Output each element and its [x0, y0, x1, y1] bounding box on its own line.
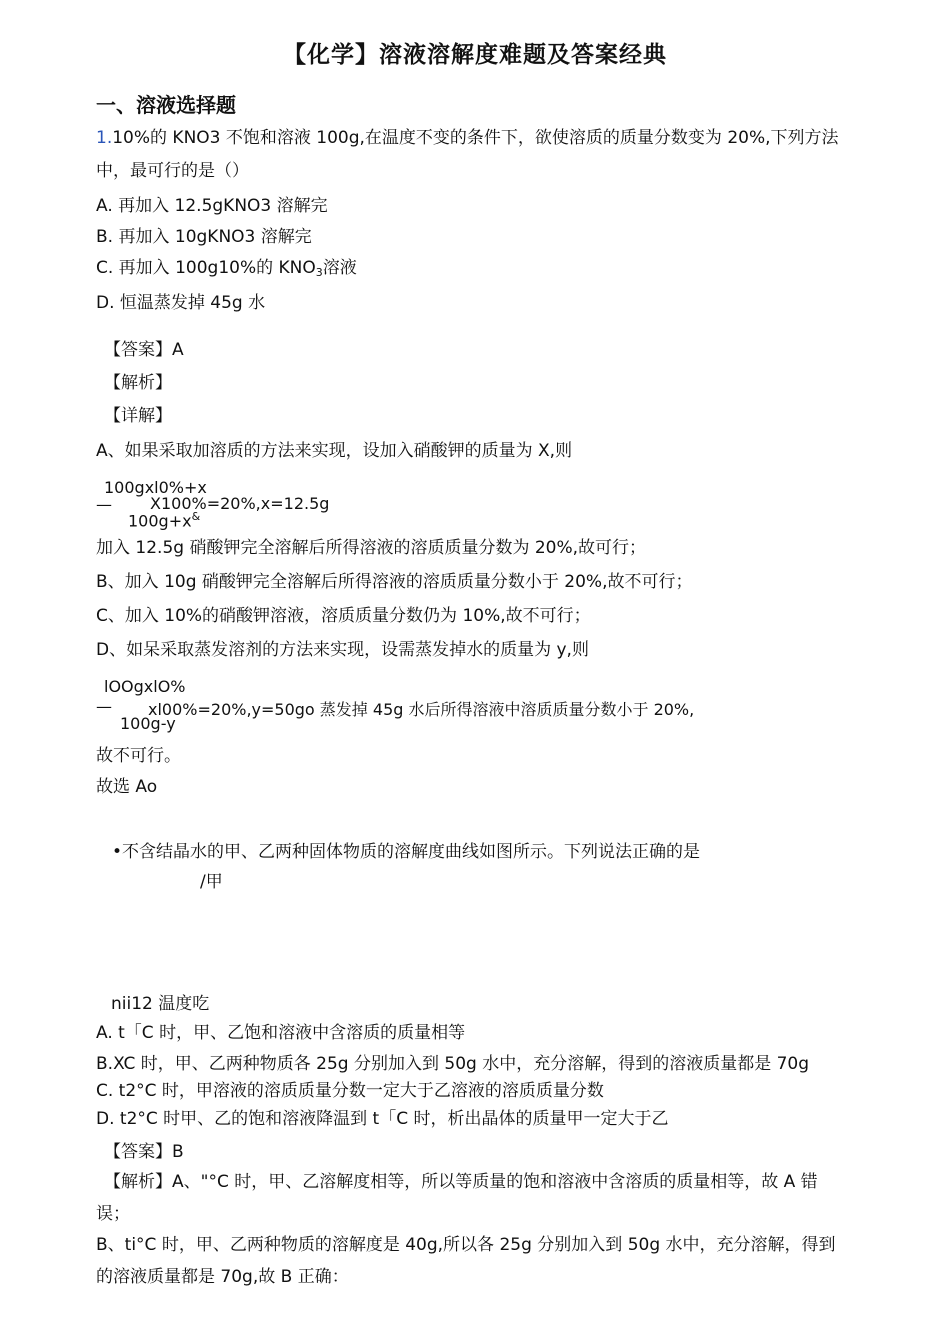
section-heading: 一、溶液选择题 — [96, 93, 236, 117]
formula2-result: xl00%=20%,y=50go 蒸发掉 45g 水后所得溶液中溶质质量分数小于 20%, — [148, 700, 695, 719]
formula1-numerator: 100gxl0%+x — [104, 478, 207, 497]
q2-stem: •不含结晶水的甲、乙两种固体物质的溶解度曲线如图所示。下列说法正确的是 — [112, 842, 701, 862]
formula1-dash: — — [96, 495, 112, 514]
q1-option-c: C. 再加入 100g10%的 $KNO_3$溶液 — [96, 258, 357, 279]
formula1-denominator: 100g+x& — [128, 510, 201, 531]
formula1-result: X100%=20%,x=12.5g — [150, 494, 330, 513]
q1-detail-label: 【详解】 — [104, 406, 172, 426]
q2-option-a: A. t「C 时，甲、乙饱和溶液中含溶质的质量相等 — [96, 1023, 466, 1043]
formula2-denominator: 100g-y — [120, 714, 176, 733]
q1-option-a: A. 再加入 12.5gKNO3 溶解完 — [96, 196, 328, 216]
q1-explain-c: C、加入 10%的硝酸钾溶液，溶质质量分数仍为 10%,故不可行； — [96, 606, 591, 626]
q1-conclusion: 故选 Ao — [96, 777, 158, 797]
q1-number: 1. — [96, 128, 113, 148]
q2-analysis-line3: B、ti°C 时，甲、乙两种物质的溶解度是 40g,所以各 25g 分别加入到 50g 水中，充分溶解，得到 — [96, 1235, 836, 1255]
q1-option-d: D. 恒温蒸发掉 45g 水 — [96, 293, 266, 313]
q2-analysis-line2: 误； — [96, 1204, 130, 1224]
q1-stem-line1: 1.10%的 KNO3 不饱和溶液 100g,在温度不变的条件下，欲使溶质的质量分数变为 20%,下列方法 — [96, 128, 839, 148]
formula2-numerator: lOOgxlO% — [104, 677, 186, 696]
q2-option-b: B.XC 时，甲、乙两种物质各 25g 分别加入到 50g 水中，充分溶解，得到的溶液质量都是 70g — [96, 1054, 810, 1074]
q2-option-c: C. t2°C 时，甲溶液的溶质质量分数一定大于乙溶液的溶质质量分数 — [96, 1081, 604, 1101]
q2-analysis-line1: 【解析】A、"°C 时，甲、乙溶解度相等，所以等质量的饱和溶液中含溶质的质量相等，故 A 错 — [104, 1172, 818, 1192]
q1-stem-line2: 中，最可行的是（） — [96, 161, 249, 181]
q1-explain-a: A、如果采取加溶质的方法来实现，设加入硝酸钾的质量为 X,则 — [96, 441, 573, 461]
q1-answer: 【答案】A — [104, 340, 184, 360]
q1-explain-d2: 故不可行。 — [96, 746, 181, 766]
q1-explain-b: B、加入 10g 硝酸钾完全溶解后所得溶液的溶质质量分数小于 20%,故不可行； — [96, 572, 693, 592]
page-title: 【化学】溶液溶解度难题及答案经典 — [283, 42, 667, 68]
q1-explain-a2: 加入 12.5g 硝酸钾完全溶解后所得溶液的溶质质量分数为 20%,故可行； — [96, 538, 647, 558]
formula2-dash: — — [96, 697, 112, 716]
q2-analysis-line4: 的溶液质量都是 70g,故 B 正确： — [96, 1267, 349, 1287]
q2-figure-axis-text: nii12 温度吃 — [111, 994, 210, 1014]
q1-explain-d: D、如呆采取蒸发溶剂的方法来实现，设需蒸发掉水的质量为 y,则 — [96, 640, 589, 660]
q2-figure-label-jia: /甲 — [200, 872, 223, 892]
q2-answer: 【答案】B — [104, 1142, 184, 1162]
q2-option-d: D. t2°C 时甲、乙的饱和溶液降温到 t「C 时，析出晶体的质量甲一定大于乙 — [96, 1109, 669, 1129]
q1-analysis-label: 【解析】 — [104, 373, 172, 393]
q1-option-b: B. 再加入 10gKNO3 溶解完 — [96, 227, 312, 247]
